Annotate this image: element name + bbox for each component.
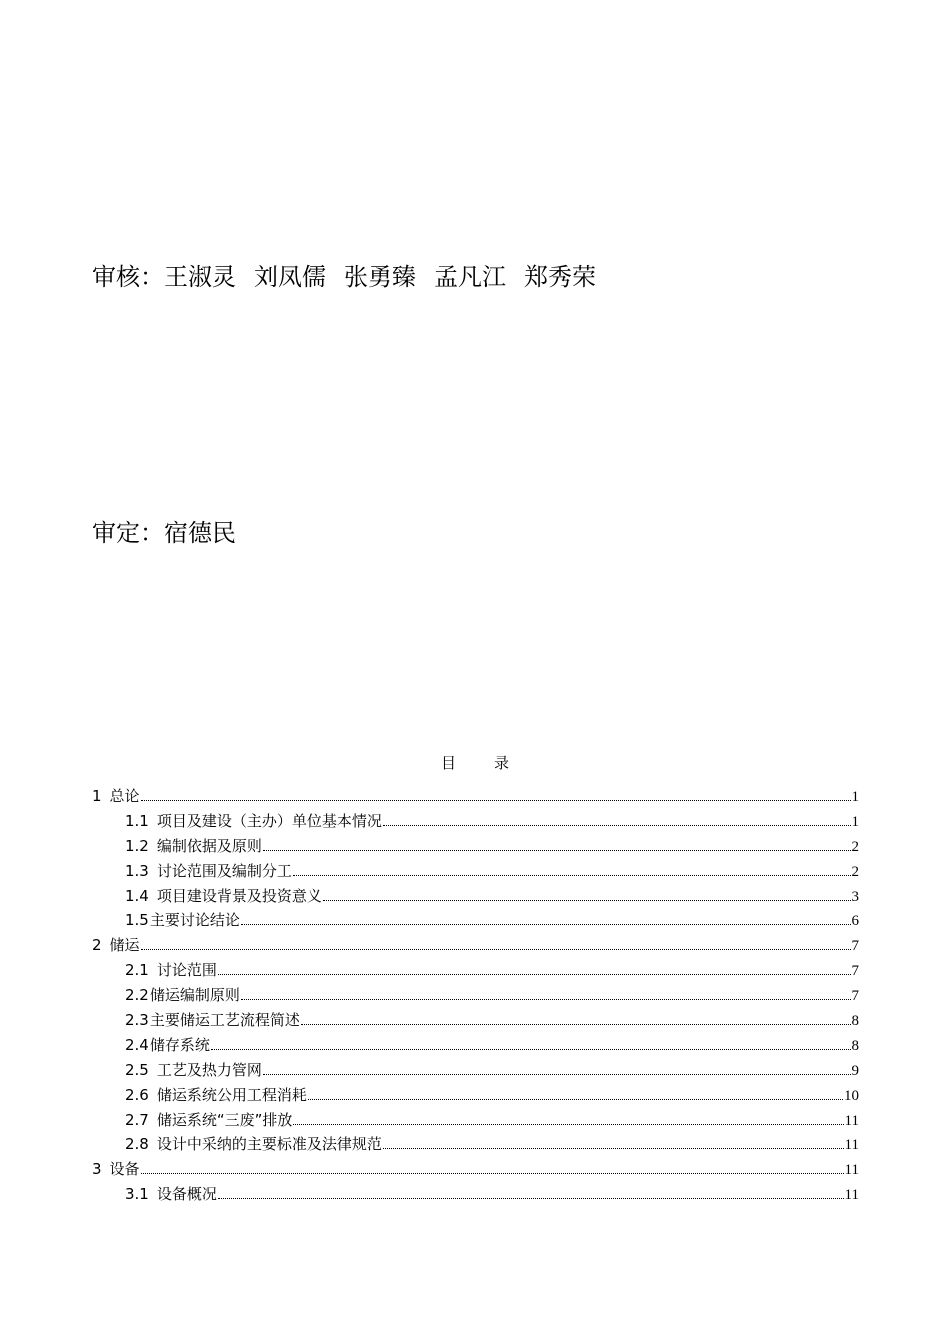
toc-entry-title: 主要储运工艺流程简述 (149, 1011, 300, 1030)
toc-leader-dots (293, 1124, 843, 1125)
toc-entry-page: 8 (851, 1037, 859, 1054)
toc-entry-title: 讨论范围 (156, 961, 217, 980)
toc-leader-dots (301, 1024, 851, 1025)
toc-entry-page: 11 (844, 1162, 859, 1179)
toc-entry-title: 设计中采纳的主要标准及法律规范 (156, 1135, 382, 1154)
toc-entry[interactable] (92, 1010, 859, 1035)
toc-leader-dots (218, 974, 851, 975)
review-label: 审核： (92, 263, 164, 291)
toc-entry[interactable] (92, 935, 859, 960)
toc-entry-page: 6 (851, 913, 859, 930)
toc-leader-dots (323, 900, 851, 901)
toc-entry-title: 编制依据及原则 (156, 836, 262, 855)
toc-leader-dots (141, 949, 851, 950)
toc-entry-number: 2.1 (125, 961, 149, 980)
toc-entry-page: 8 (851, 1013, 859, 1030)
toc-entry-page: 2 (851, 838, 859, 855)
toc-entry-page: 7 (851, 963, 859, 980)
toc-entry-number: 2.5 (125, 1060, 149, 1079)
approve-line (92, 518, 236, 548)
toc-entry-title: 储运系统公用工程消耗 (156, 1085, 307, 1104)
toc-entry-number: 1 (92, 787, 102, 805)
toc-entry[interactable] (92, 1110, 859, 1135)
toc-entry-number: 1.4 (125, 886, 149, 905)
toc-entry-title: 储存系统 (149, 1035, 210, 1054)
toc-title (0, 752, 950, 773)
toc-leader-dots (308, 1099, 843, 1100)
reviewer-name: 郑秀荣 (524, 263, 596, 291)
toc-entry-page: 1 (851, 813, 859, 830)
toc-entry-number: 2.7 (125, 1110, 149, 1129)
toc-entry-page: 1 (851, 789, 859, 805)
reviewer-name: 王淑灵 (164, 263, 236, 291)
toc-leader-dots (383, 825, 851, 826)
toc-leader-dots (218, 1198, 844, 1199)
reviewer-name: 张勇臻 (344, 263, 416, 291)
reviewer-name: 刘凤儒 (254, 263, 326, 291)
toc-leader-dots (383, 1148, 844, 1149)
toc-entry-title: 储运 (109, 936, 140, 955)
toc-entry-page: 9 (851, 1062, 859, 1079)
toc-entry[interactable] (92, 811, 859, 836)
toc-entry[interactable] (92, 1035, 859, 1060)
toc-entry-page: 11 (844, 1112, 859, 1129)
toc-entry[interactable] (92, 960, 859, 985)
toc-leader-dots (141, 1173, 844, 1174)
toc-leader-dots (241, 999, 851, 1000)
toc-entry[interactable] (92, 861, 859, 886)
toc-entry-title: 工艺及热力管网 (156, 1060, 262, 1079)
toc-entry-title: 主要讨论结论 (149, 911, 240, 930)
toc-entry-number: 1.3 (125, 861, 149, 880)
toc-leader-dots (211, 1049, 851, 1050)
toc-entry-number: 2.6 (125, 1085, 149, 1104)
toc-leader-dots (263, 850, 851, 851)
toc-entry-number: 2.8 (125, 1135, 149, 1154)
review-line (92, 262, 614, 292)
toc-entry-page: 11 (844, 1137, 859, 1154)
toc-entry[interactable] (92, 910, 859, 935)
toc-entry-title: 设备概况 (156, 1185, 217, 1204)
toc-entry-number: 2.2 (125, 986, 149, 1005)
toc-leader-dots (293, 875, 851, 876)
toc-entry[interactable] (92, 1134, 859, 1159)
toc-entry-title: 总论 (109, 787, 140, 805)
toc-entry-page: 2 (851, 863, 859, 880)
toc-entry-title: 项目建设背景及投资意义 (156, 886, 322, 905)
toc-title-right: 录 (494, 754, 510, 772)
toc-entry-page: 10 (844, 1087, 859, 1104)
toc-entry[interactable] (92, 1159, 859, 1184)
toc-entry-number: 2 (92, 936, 102, 955)
toc-entry-title: 设备 (109, 1160, 140, 1179)
toc-entry-title: 讨论范围及编制分工 (156, 861, 292, 880)
toc-entry-page: 11 (844, 1187, 859, 1204)
toc-entry[interactable] (92, 786, 859, 811)
toc-entry-title: 项目及建设（主办）单位基本情况 (156, 811, 382, 830)
toc-entry-title: 储运编制原则 (149, 986, 240, 1005)
approve-label: 审定： (92, 519, 164, 547)
toc-entry-number: 2.4 (125, 1035, 149, 1054)
toc-title-left: 目 (440, 754, 456, 772)
toc-leader-dots (263, 1074, 851, 1075)
toc-leader-dots (141, 800, 851, 801)
toc-entry-title: 储运系统“三废”排放 (156, 1110, 293, 1129)
toc-entry-number: 3.1 (125, 1185, 149, 1204)
toc-entry-number: 1.2 (125, 836, 149, 855)
toc-entry[interactable] (92, 1060, 859, 1085)
reviewer-name: 孟凡江 (434, 263, 506, 291)
toc-entry-page: 3 (851, 888, 859, 905)
toc-entry-page: 7 (851, 988, 859, 1005)
toc-leader-dots (241, 924, 851, 925)
toc-entry-page: 7 (851, 938, 859, 955)
toc-entry-number: 1.1 (125, 811, 149, 830)
toc-entry-number: 2.3 (125, 1011, 149, 1030)
table-of-contents (92, 786, 859, 1209)
toc-entry-number: 3 (92, 1160, 102, 1179)
toc-entry[interactable] (92, 1184, 859, 1209)
toc-entry[interactable] (92, 1085, 859, 1110)
toc-entry[interactable] (92, 886, 859, 911)
toc-entry-number: 1.5 (125, 911, 149, 930)
approver-name: 宿德民 (164, 519, 236, 547)
toc-entry[interactable] (92, 985, 859, 1010)
toc-entry[interactable] (92, 836, 859, 861)
